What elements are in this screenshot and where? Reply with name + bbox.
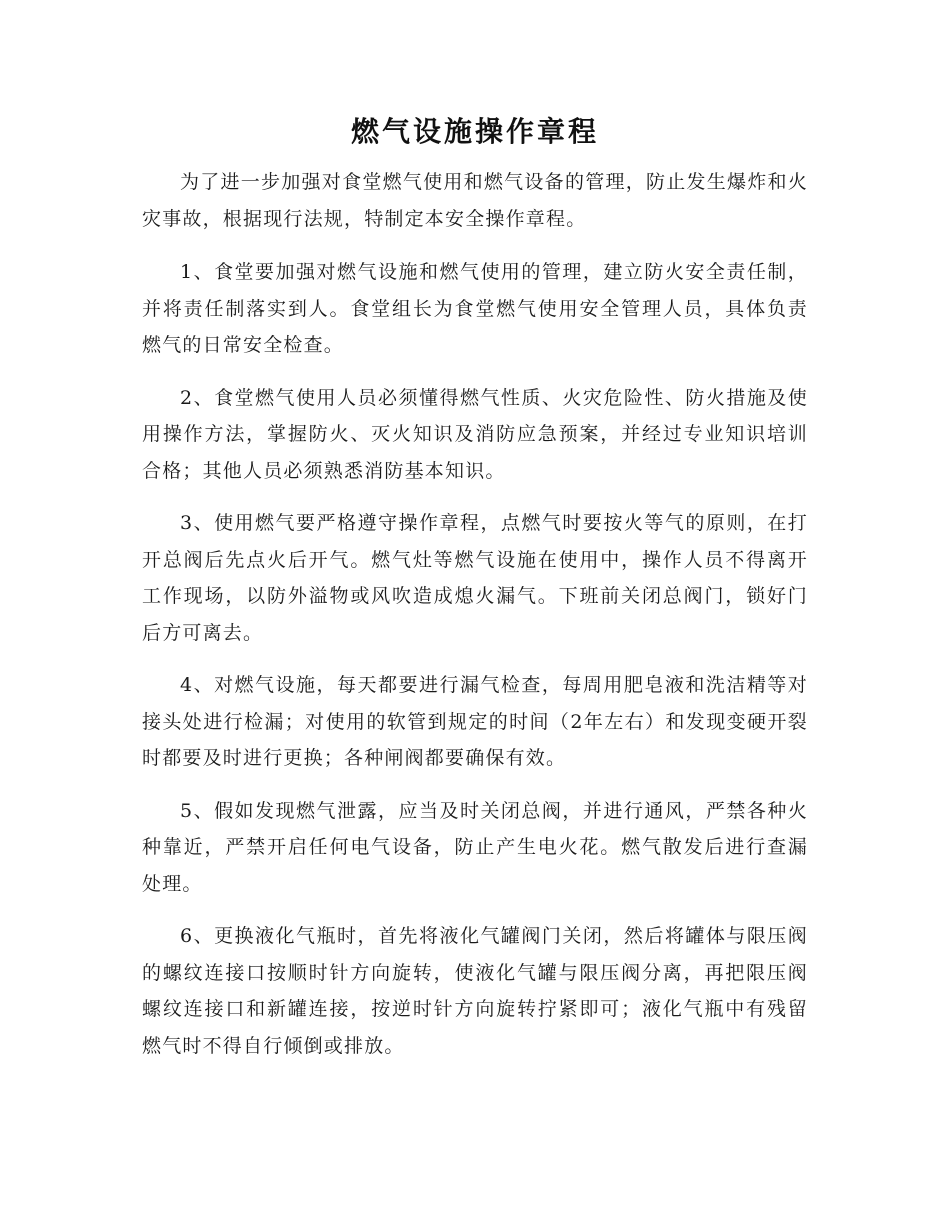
rule-item-5: 5、假如发现燃气泄露，应当及时关闭总阀，并进行通风，严禁各种火种靠近，严禁开启任何电气设备，防止产生电火花。燃气散发后进行查漏处理。 <box>142 799 808 895</box>
rule-item-3: 3、使用燃气要严格遵守操作章程，点燃气时要按火等气的原则，在打开总阀后先点火后开气。燃气灶等燃气设施在使用中，操作人员不得离开工作现场，以防外溢物或风吹造成熄火漏气。下班前关闭总阀门，锁好门后方可离去。 <box>142 512 808 644</box>
document-title: 燃气设施操作章程 <box>350 115 599 148</box>
rule-item-2: 2、食堂燃气使用人员必须懂得燃气性质、火灾危险性、防火措施及使用操作方法，掌握防火、灭火知识及消防应急预案，并经过专业知识培训合格；其他人员必须熟悉消防基本知识。 <box>142 386 808 482</box>
rule-item-6: 6、更换液化气瓶时，首先将液化气罐阀门关闭，然后将罐体与限压阀的螺纹连接口按顺时针方向旋转，使液化气罐与限压阀分离，再把限压阀螺纹连接口和新罐连接，按逆时针方向旋转拧紧即可；液化气瓶中有残留燃气时不得自行倾倒或排放。 <box>142 925 808 1057</box>
rule-item-1: 1、食堂要加强对燃气设施和燃气使用的管理，建立防火安全责任制，并将责任制落实到人。食堂组长为食堂燃气使用安全管理人员，具体负责燃气的日常安全检查。 <box>142 261 808 356</box>
rule-item-4: 4、对燃气设施，每天都要进行漏气检查，每周用肥皂液和洗洁精等对接头处进行检漏；对使用的软管到规定的时间（2年左右）和发现变硬开裂时都要及时进行更换；各种闸阀都要确保有效。 <box>142 674 808 769</box>
intro-paragraph: 为了进一步加强对食堂燃气使用和燃气设备的管理，防止发生爆炸和火灾事故，根据现行法规，特制定本安全操作章程。 <box>142 171 808 230</box>
document-page <box>142 112 808 1080</box>
